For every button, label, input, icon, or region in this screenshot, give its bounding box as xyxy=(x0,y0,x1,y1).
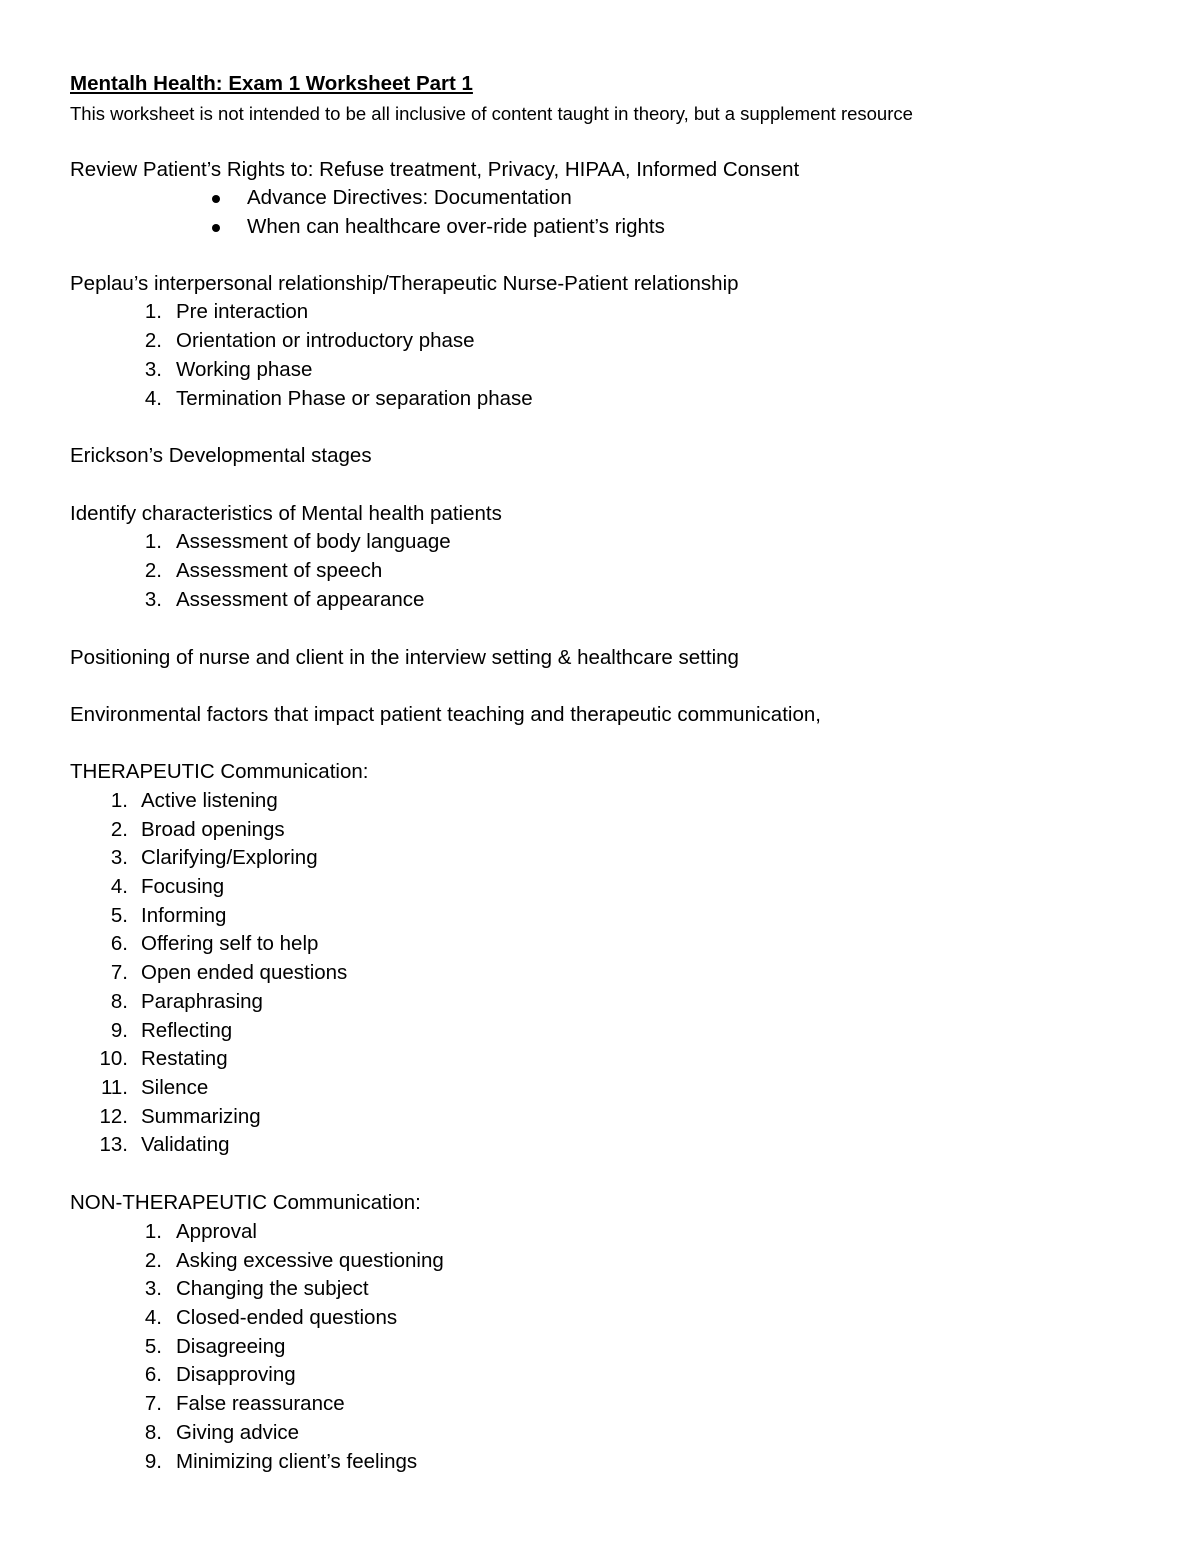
list-item-text: Reflecting xyxy=(141,1019,233,1042)
list-item-text: Disagreeing xyxy=(176,1335,286,1358)
list-item-text: Summarizing xyxy=(141,1105,261,1128)
list-item-text: Silence xyxy=(141,1076,209,1099)
list-item-text: Offering self to help xyxy=(141,932,319,955)
list-item-text: Advance Directives: Documentation xyxy=(247,186,572,209)
list-item-text: Disapproving xyxy=(176,1363,296,1386)
list-item-text: Assessment of speech xyxy=(176,559,383,582)
section-heading-nontherapeutic: NON-THERAPEUTIC Communication: xyxy=(70,1191,421,1214)
list-item-text: Broad openings xyxy=(141,818,285,841)
list-item-text: Changing the subject xyxy=(176,1277,369,1300)
list-item-text: Orientation or introductory phase xyxy=(176,329,475,352)
list-item-text: Restating xyxy=(141,1047,228,1070)
section-heading-erickson: Erickson’s Developmental stages xyxy=(70,444,372,467)
list-item-text: Assessment of appearance xyxy=(176,588,425,611)
list-item-text: Termination Phase or separation phase xyxy=(176,387,533,410)
list-item-text: Pre interaction xyxy=(176,300,309,323)
list-item-text: Working phase xyxy=(176,358,313,381)
list-item-text: Giving advice xyxy=(176,1421,300,1444)
document-subtitle: This worksheet is not intended to be all inclusive of content taught in theory, but a supplement resource xyxy=(70,103,913,124)
section-heading-environmental: Environmental factors that impact patient teaching and therapeutic communication, xyxy=(70,703,821,726)
section-heading-therapeutic: THERAPEUTIC Communication: xyxy=(70,760,369,783)
list-item-text: When can healthcare over-ride patient’s rights xyxy=(247,215,665,238)
list-item-text: Approval xyxy=(176,1220,257,1243)
list-item-text: Clarifying/Exploring xyxy=(141,846,318,869)
section-heading-peplau: Peplau’s interpersonal relationship/Therapeutic Nurse-Patient relationship xyxy=(70,272,739,295)
document-title: Mentalh Health: Exam 1 Worksheet Part 1 xyxy=(70,72,473,95)
list-item-text: Active listening xyxy=(141,789,278,812)
list-item-text: Asking excessive questioning xyxy=(176,1249,444,1272)
list-item-text: Closed-ended questions xyxy=(176,1306,398,1329)
list-item-text: Focusing xyxy=(141,875,225,898)
list-item-text: Open ended questions xyxy=(141,961,348,984)
list-item-text: Paraphrasing xyxy=(141,990,263,1013)
bullet-icon xyxy=(212,195,220,203)
section-heading-rights: Review Patient’s Rights to: Refuse treatment, Privacy, HIPAA, Informed Consent xyxy=(70,158,800,181)
list-item-text: Minimizing client’s feelings xyxy=(176,1450,418,1473)
list-item-text: Validating xyxy=(141,1133,230,1156)
list-item-text: Assessment of body language xyxy=(176,530,451,553)
bullet-icon xyxy=(212,224,220,232)
list-item-text: False reassurance xyxy=(176,1392,345,1415)
document-page: Mentalh Health: Exam 1 Worksheet Part 1 This worksheet is not intended to be all inclusive of content taught in theory, but a supplement resource Review Patient’s Rights to: Refuse treatment, Privacy, HIPAA, Informed Consent Advance Directives: Documentation When can healthcare over-ride patient’s rights Peplau’s interpersonal relationship/Therapeutic Nurse-Patient relationship 1. Pre interaction 2. Orientation or introductory phase 3. Working phase 4. Termination Phase or separation phase Erickson’s Developmental stages Identify characteristics of Mental health patients 1. Assessment of body language 2. Assessment of speech 3. Assessment of appearance Positioning of nurse and client in the interview setting & healthcare setting Environmental factors that impact patient teaching and therapeutic communication, THERAPEUTIC Communication: 1. Active listening 2. Broad openings 3. Clarifying/Exploring 4. Focusing 5. Informing 6. Offering self to help 7. Open ended questions 8. Paraphrasing 9. Reflecting 10. Restating 11. Silence 12. Summarizing 13. Validating NON-THERAPEUTIC Communication: 1. Approval 2. Asking excessive questioning 3. Changing the subject 4. Closed-ended questions 5. Disagreeing 6. Disapproving 7. False reassurance 8. Giving advice 9. Minimizing client’s feelings xyxy=(0,0,1200,1553)
section-heading-positioning: Positioning of nurse and client in the interview setting & healthcare setting xyxy=(70,646,739,669)
section-heading-characteristics: Identify characteristics of Mental health patients xyxy=(70,502,502,525)
list-item-text: Informing xyxy=(141,904,227,927)
